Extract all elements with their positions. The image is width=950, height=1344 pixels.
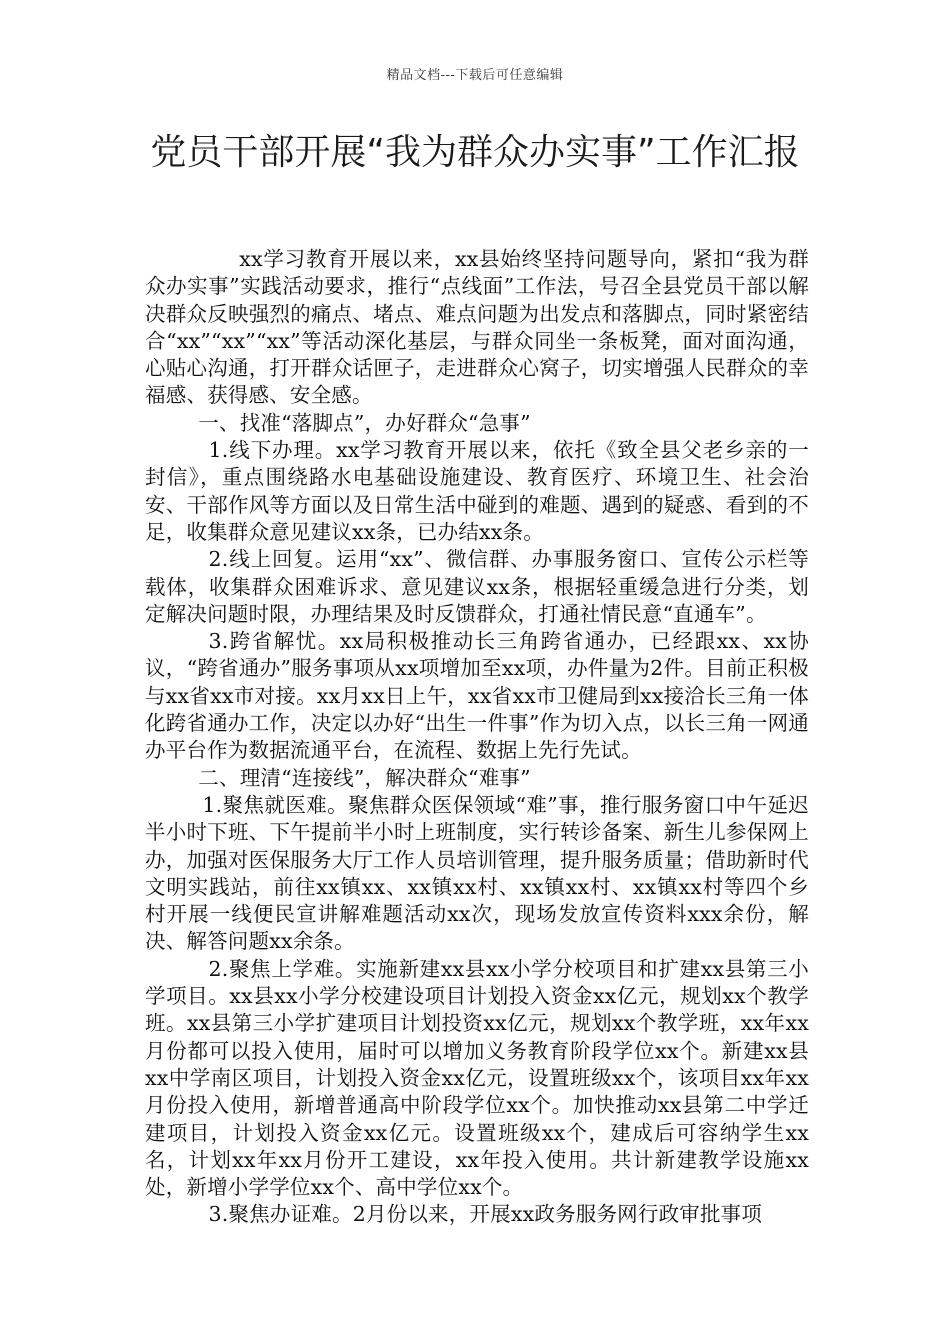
section2-item2: 2.聚焦上学难。实施新建xx县xx小学分校项目和扩建xx县第三小学项目。xx县xx小学分校建设项目计划投入资金xx亿元，规划xx个教学班。xx县第三小学扩建项目计划投资xx亿元，规划xx个教学班，xx年xx月份都可以投入使用，届时可以增加义务教育阶段学位xx个。新建xx县xx中学南区项目，计划投入资金xx亿元，设置班级xx个，该项目xx年xx月份投入使用，新增普通高中阶段学位xx个。加快推动xx县第二中学迁建项目，计划投入资金xx亿元。设置班级xx个，建成后可容纳学生xx名，计划xx年xx月份开工建设，xx年投入使用。共计新建教学设施xx处，新增小学学位xx个、高中学位xx个。: [145, 956, 809, 1200]
section1-item2: 2.线上回复。运用“xx”、微信群、办事服务窗口、宣传公示栏等载体，收集群众困难诉求、意见建议xx条，根据轻重缓急进行分类，划定解决问题时限，办理结果及时反馈群众，打通社情民意“直通车”。: [145, 547, 809, 626]
section1-item3: 3.跨省解忧。xx局积极推动长三角跨省通办，已经跟xx、xx协议，“跨省通办”服务事项从xx项增加至xx项，办件量为2件。目前正积极与xx省xx市对接。xx月xx日上午，xx省xx市卫健局到xx接洽长三角一体化跨省通办工作，决定以办好“出生一件事”作为切入点，以长三角一网通办平台作为数据流通平台，在流程、数据上先行先试。: [145, 629, 809, 763]
section2-item1: 1.聚焦就医难。聚焦群众医保领域“难”事，推行服务窗口中午延迟半小时下班、下午提前半小时上班制度，实行转诊备案、新生儿参保网上办，加强对医保服务大厅工作人员培训管理，提升服务质量；借助新时代文明实践站，前往xx镇xx、xx镇xx村、xx镇xx村、xx镇xx村等四个乡村开展一线便民宣讲解难题活动xx次，现场发放宣传资料xxx余份，解决、解答问题xx余条。: [145, 792, 809, 954]
intro-paragraph: xx学习教育开展以来，xx县始终坚持问题导向，紧扣“我为群众办实事”实践活动要求，推行“点线面”工作法，号召全县党员干部以解决群众反映强烈的痛点、堵点、难点问题为出发点和落脚点，同时紧密结合“xx”“xx”“xx”等活动深化基层，与群众同坐一条板凳，面对面沟通，心贴心沟通，打开群众话匣子，走进群众心窝子，切实增强人民群众的幸福感、获得感、安全感。: [145, 247, 809, 408]
section2-heading: 二、理清“连接线”，解决群众“难事”: [198, 765, 531, 790]
page-header-watermark: 精品文档---下载后可任意编辑: [386, 68, 564, 83]
document-title: 党员干部开展“我为群众办实事”工作汇报: [150, 132, 800, 173]
section1-heading: 一、找准“落脚点”，办好群众“急事”: [198, 410, 531, 435]
section2-item3: 3.聚焦办证难。2月份以来，开展xx政务服务网行政审批事项: [208, 1202, 763, 1227]
section1-item1: 1.线下办理。xx学习教育开展以来，依托《致全县父老乡亲的一封信》，重点围绕路水电基础设施建设、教育医疗、环境卫生、社会治安、干部作风等方面以及日常生活中碰到的难题、遇到的疑惑、看到的不足，收集群众意见建议xx条，已办结xx条。: [145, 438, 809, 544]
document-body: [145, 246, 809, 1229]
